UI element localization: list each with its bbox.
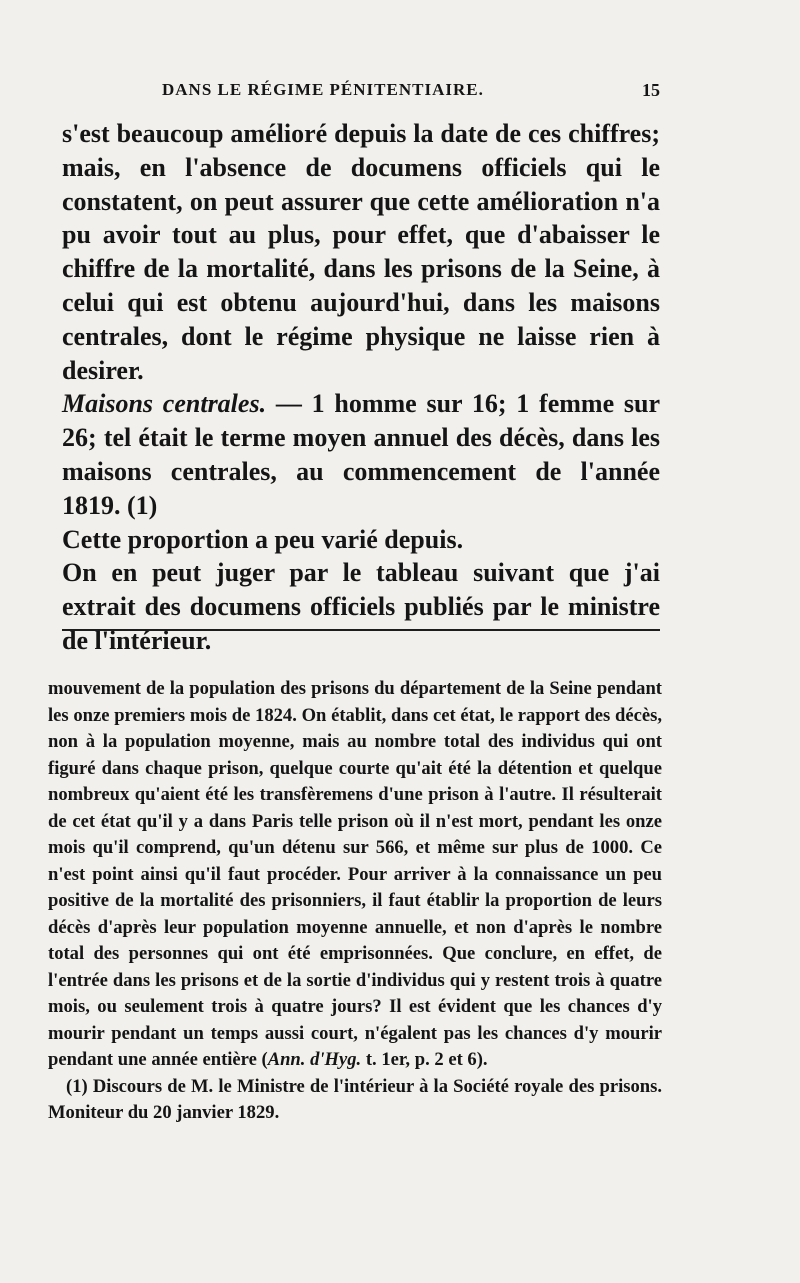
footnote-continuation xyxy=(48,676,662,1074)
paragraph: On en peut juger par le tableau suivant que j'ai extrait des documens officiels publiés par le ministre de l'intérieur. xyxy=(62,558,660,655)
page-number: 15 xyxy=(642,80,660,100)
running-header xyxy=(150,80,660,106)
footnote: (1) Discours de M. le Ministre de l'intérieur à la Société royale des prisons. Moniteur du 20 janvier 1829. xyxy=(48,1075,662,1123)
citation-italic: Ann. d'Hyg. xyxy=(267,1049,362,1070)
footnote-text: mouvement de la population des prisons du département de la Seine pendant les onze premiers mois de 1824. On établit, dans cet état, le rapport des décès, non à la population moyenne, mais au nombre total des individus qui ont figuré dans chaque prison, quelque courte qu'ait été la détention et quelque nombreux qu'aient été les transfèremens d'une prison à l'autre. Il résulterait de cet état qu'il y a dans Paris telle prison où il n'est mort, pendant les onze mois qu'il comprend, qu'un détenu sur 566, et même sur plus de 1000. Ce n'est point ainsi qu'il faut procéder. Pour arriver à la connaissance un peu positive de la mortalité des prisonniers, il faut établir la proportion de leurs décès d'après leur population moyenne annuelle, et non d'après le nombre total des personnes qui ont été emprisonnées. Que conclure, en effet, de l'entrée dans les prisons et de la sortie d'individus qui y restent trois à quatre mois, ou seulement trois à quatre jours? Il est évident que les chances d'y mourir pendant un temps aussi court, n'égalent pas les chances d'y mourir pendant une année entière ( xyxy=(48,678,662,1070)
footnotes xyxy=(48,676,662,1127)
paragraph xyxy=(62,387,660,522)
paragraph-text: — 1 homme sur 16; 1 femme sur 26; tel était le terme moyen annuel des décès, dans les maisons centrales, au commencement de l'année 1819. (1) xyxy=(62,389,660,520)
paragraph: s'est beaucoup amélioré depuis la date de ces chiffres; mais, en l'absence de documens officiels qui le constatent, on peut assurer que cette amélioration n'a pu avoir tout au plus, pour effet, que d'abaisser le chiffre de la mortalité, dans les prisons de la Seine, à celui qui est obtenu aujourd'hui, dans les maisons centrales, dont le régime physique ne laisse rien à desirer. xyxy=(62,119,660,385)
paragraph: Cette proportion a peu varié depuis. xyxy=(62,524,464,554)
footnote-separator xyxy=(62,629,660,631)
main-text xyxy=(62,117,660,658)
footnote-text: t. 1er, p. 2 et 6). xyxy=(361,1049,488,1070)
running-title: DANS LE RÉGIME PÉNITENTIAIRE. xyxy=(162,80,484,99)
section-heading-italic: Maisons centrales. xyxy=(62,389,267,419)
